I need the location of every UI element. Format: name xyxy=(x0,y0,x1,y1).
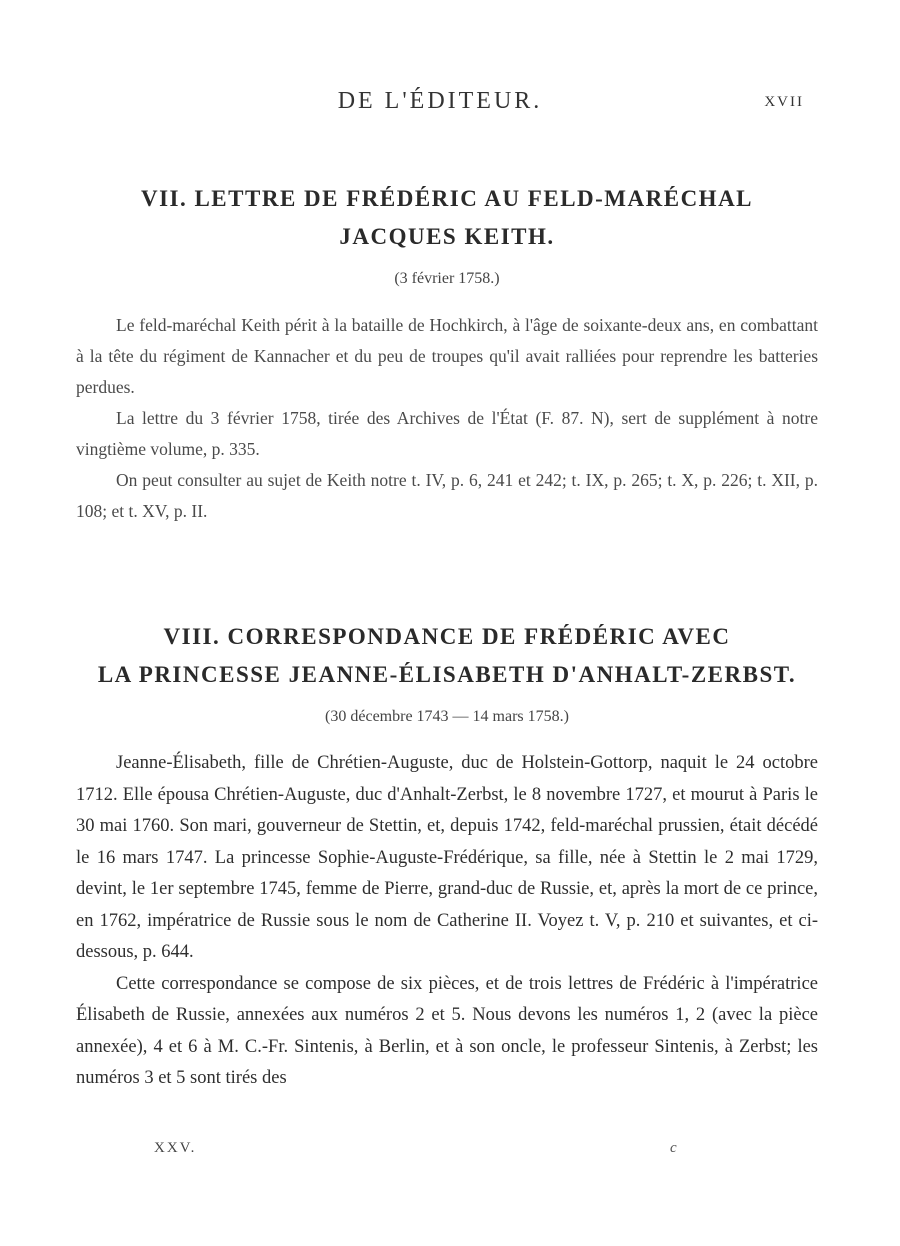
section-heading-line-2: JACQUES KEITH. xyxy=(339,224,555,249)
section-vii-keith-letter xyxy=(76,180,818,527)
section-heading-line-1: VII. LETTRE DE FRÉDÉRIC AU FELD-MARÉCHAL xyxy=(140,186,754,211)
page-number: XVII xyxy=(764,94,804,110)
page-footer xyxy=(0,1140,900,1164)
signature-mark: XXV. xyxy=(154,1140,197,1156)
section-date: (3 février 1758.) xyxy=(394,270,500,287)
body-paragraph: Le feld-maréchal Keith périt à la bataille de Hochkirch, à l'âge de soixante-deux ans, en combattant à la tête du régiment de Kannacher et du peu de troupes qu'il avait ralliées pour reprendre les batteries perdues. xyxy=(76,315,818,397)
body-paragraph: Cette correspondance se compose de six pièces, et de trois lettres de Frédéric à l'impératrice Élisabeth de Russie, annexées aux numéros 2 et 5. Nous devons les numéros 1, 2 (avec la pièce annexée), 4 et 6 à M. C.-Fr. Sintenis, à Berlin, et à son oncle, le professeur Sintenis, à Zerbst; les numéros 3 et 5 sont tirés des xyxy=(76,973,818,1088)
gathering-mark: c xyxy=(670,1140,677,1156)
section-heading xyxy=(76,180,818,256)
section-viii-anhalt-zerbst-correspondence xyxy=(76,618,818,1095)
section-heading xyxy=(76,618,818,694)
body-paragraph: On peut consulter au sujet de Keith notre t. IV, p. 6, 241 et 242; t. IX, p. 265; t. X, p. 226; t. XII, p. 108; et t. XV, p. II. xyxy=(76,470,818,521)
section-heading-line-1: VIII. CORRESPONDANCE DE FRÉDÉRIC AVEC xyxy=(163,624,731,649)
section-heading-line-2: LA PRINCESSE JEANNE-ÉLISABETH D'ANHALT-ZERBST. xyxy=(97,662,797,687)
section-date: (30 décembre 1743 — 14 mars 1758.) xyxy=(325,708,569,725)
running-title: DE L'ÉDITEUR. xyxy=(337,88,543,114)
running-head xyxy=(0,88,900,118)
body-paragraph: La lettre du 3 février 1758, tirée des Archives de l'État (F. 87. N), sert de supplément à notre vingtième volume, p. 335. xyxy=(76,408,818,459)
body-paragraph: Jeanne-Élisabeth, fille de Chrétien-Auguste, duc de Holstein-Gottorp, naquit le 24 octobre 1712. Elle épousa Chrétien-Auguste, duc d'Anhalt-Zerbst, le 8 novembre 1727, et mourut à Paris le 30 mai 1760. Son mari, gouverneur de Stettin, et, depuis 1742, feld-maréchal prussien, était décédé le 16 mars 1747. La princesse Sophie-Auguste-Frédérique, sa fille, née à Stettin le 2 mai 1729, devint, le 1er septembre 1745, femme de Pierre, grand-duc de Russie, et, après la mort de ce prince, en 1762, impératrice de Russie sous le nom de Catherine II. Voyez t. V, p. 210 et suivantes, et ci-dessous, p. 644. xyxy=(76,753,818,962)
